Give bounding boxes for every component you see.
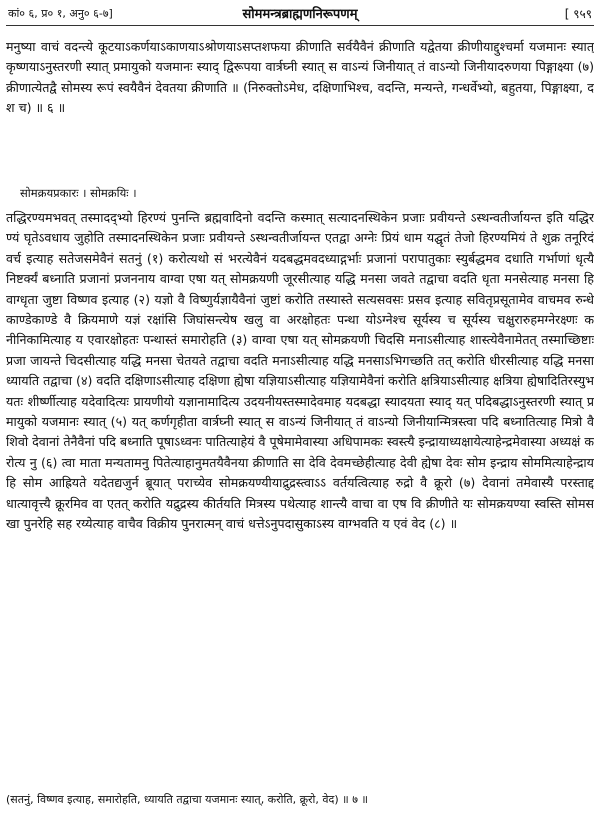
- verse-paragraph-6: मनुष्या वाचं वदन्त्ये कूटयाऽकर्णयाऽकाणयाऽश्रोणयाऽसप्तशफया क्रीणाति सर्वयैवैनं क्रीणाति यद्वेतया क्रीणीयाद्दुश्चर्मा यजमानः स्यात् कृष्णयाऽनुस्तरणी स्यात् प्रमायुको यजमानः स्याद् द्विरूपया वार्त्रघ्नी स्यात् स वाऽन्यं जिनीयात् तं वाऽन्यो जिनीयादरुणया पिङ्गाक्ष्या (७) क्रीणात्येतद्वै सोमस्य रूपं स्वयैवैनं देवतया क्रीणाति ॥ (निरुक्तोऽमेध, दक्षिणाभिश्च, वदन्ति, मन्यन्ते, गन्धर्वेभ्यो, बहुतया, पिङ्गाक्ष्या, दश च) ॥ ६ ॥: [6, 39, 594, 116]
- header-divider: [6, 25, 594, 26]
- verse-paragraph-7: तद्धिरण्यमभवत् तस्मादद्भ्यो हिरण्यं पुनन्ति ब्रह्मवादिनो वदन्ति कस्मात् सत्यादनस्थिकेन प्रजाः प्रवीयन्ते ऽस्थन्वतीर्जायन्त इति यद्धिरण्यं घृतेऽवधाय जुहोति तस्मादनस्थिकेन प्रजाः प्रवीयन्ते ऽस्थन्वतीर्जायन्त एतद्वा अग्नेः प्रियं धाम यद्घृतं तेजो हिरण्यमियं ते शुक्र तनूरिदं वर्च इत्याह सतेजसमेवैनं सतनुं (१) करोत्यथो सं भरत्येवैनं यदबद्धमवदध्याद्गर्भाः प्रजानां परापातुकाः स्युर्बद्धमव दधाति गर्भाणां धृत्यै निष्टर्क्यं बध्नाति प्रजानां प्रजननाय वाग्वा एषा यत् सोमक्रयणी जूरसीत्याह यद्धि मनसा जवते तद्वाचा वदति धृता मनसेत्याह मनसा हि वाग्धृता जुष्टा विष्णव इत्याह (२) यज्ञो वै विष्णुर्यज्ञायैवैनां जुष्टां करोति तस्यास्ते सत्यसवसः प्रसव इत्याह सवितृप्रसूतामेव वाचमव रुन्धे काण्डेकाण्डे वै क्रियमाणे यज्ञं रक्षांसि जिघांसन्त्येष खलु वा अरक्षोहतः पन्था योऽग्नेश्च सूर्यस्य च सूर्यस्य चक्षुरारुहमग्नेरक्ष्णः कनीनिकामित्याह य एवारक्षोहतः पन्थास्तं समारोहति (३) वाग्वा एषा यत् सोमक्रयणी चिदसि मनाऽसीत्याह शास्त्येवैनामेतत् तस्माच्छिष्टाः प्रजा जायन्ते चिदसीत्याह यद्धि मनसा चेतयते तद्वाचा वदति मनाऽसीत्याह यद्धि मनसाऽभिगच्छति तत् करोति धीरसीत्याह यद्धि मनसा ध्यायति तद्वाचा (४) वदति दक्षिणाऽसीत्याह दक्षिणा ह्येषा यज्ञियाऽसीत्याह यज्ञियामेवैनां करोति क्षत्रियाऽसीत्याह क्षत्रिया ह्येषादितिरस्युभयतः शीर्ष्णीत्याह यदेवादित्यः प्रायणीयो यज्ञानामादित्य उदयनीयस्तस्मादेवमाह यदबद्धा स्यादयता स्याद् यत् पदिबद्धाऽनुस्तरणी स्यात् प्रमायुको यजमानः स्यात् (५) यत् कर्णगृहीता वार्त्रघ्नी स्यात् स वाऽन्यं जिनीयात् तं वाऽन्यो जिनीयान्मित्रस्त्वा पदि बध्नातित्याह मित्रो वै शिवो देवानां तेनैवैनां पदि बध्नाति पूषाऽध्वनः पातित्याहेयं वै पूषेमामेवास्या अधिपामकः स्वस्त्यै इन्द्रायाध्यक्षायेत्याहेन्द्रमेवास्या अध्यक्षं करोत्य नु (६) त्वा माता मन्यतामनु पितेत्याहानुमतयैवैनया क्रीणाति सा देवि देवमच्छेहीत्याह देवी ह्येषा देवः सोम इन्द्राय सोममित्याहेन्द्राय हि सोम आह्रियते यदेतद्यजुर्न ब्रूयात् पराच्येव सोमक्रयण्यीयाद्रुद्रस्त्वाऽऽ वर्तयत्वित्याह रुद्रो वै क्रूरो (७) देवानां तमेवास्यै परस्ताद्दधात्यावृत्त्यै क्रूरमिव वा एतत् करोति यद्रुद्रस्य कीर्तयति मित्रस्य पथेत्याह शान्त्यै वाचा वा एष वि क्रीणीते यः सोमक्रयण्या स्वस्ति सोमसखा पुनरेहि सह रय्येत्याह वाचैव विक्रीय पुनरात्मन् वाचं धत्तेऽनुपदासुकाऽस्य वाग्भवति य एवं वेद (८) ॥: [6, 210, 594, 532]
- page-header: [8, 4, 592, 26]
- page-number: [ ९५९: [564, 7, 592, 21]
- chapter-reference: कां० ६, प्र० १, अनु० ६-७]: [8, 7, 113, 20]
- anuvaka-summary: (सतनुं, विष्णव इत्याह, समारोहति, ध्यायति तद्वाचा यजमानः स्यात्, करोति, क्रूरो, वेद) ॥ ७ ॥: [6, 793, 369, 806]
- page-title: सोममन्त्रब्राह्मणनिरूपणम्: [242, 7, 358, 22]
- section-heading: सोमक्रयप्रकारः । सोमक्रयिः ।: [20, 186, 137, 200]
